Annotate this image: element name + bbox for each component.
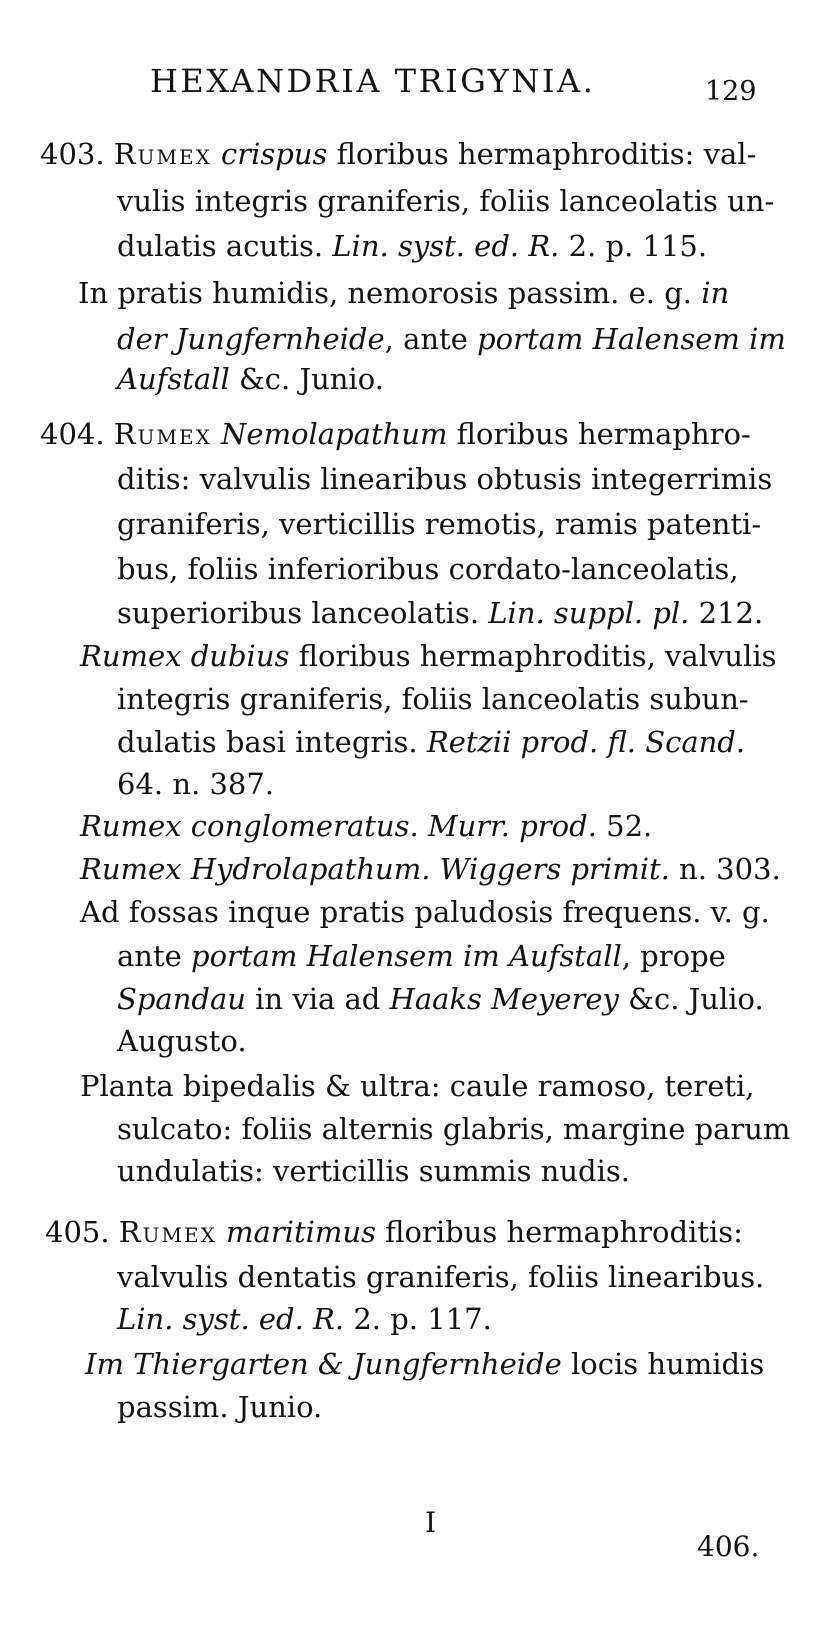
synonym-line: 64. n. 387. <box>117 767 275 801</box>
habitat-line: passim. Junio. <box>117 1390 323 1424</box>
entry-line: bus, foliis inferioribus cordato-lanceolatis, <box>117 552 739 586</box>
species-name: maritimus <box>226 1215 376 1249</box>
habitat-text: , ante <box>384 322 478 356</box>
synonym-line <box>80 852 781 886</box>
entry-text: floribus hermaphro- <box>447 417 751 451</box>
genus-name: Rumex <box>118 1215 217 1249</box>
habitat-text: , prope <box>621 939 726 973</box>
locality: der Jungfernheide <box>117 322 385 356</box>
running-head: HEXANDRIA TRIGYNIA. <box>150 62 596 100</box>
reference: Lin. suppl. pl. <box>488 596 690 630</box>
synonym-line: integris graniferis, foliis lanceolatis subun- <box>117 682 749 716</box>
entry-line <box>117 229 708 263</box>
catchword: 406. <box>697 1530 760 1563</box>
genus-name: Rumex <box>113 417 212 451</box>
synonym-name: Rumex conglomeratus. Murr. prod. <box>80 809 597 843</box>
description-line: sulcato: foliis alternis glabris, margine parum <box>117 1112 791 1146</box>
habitat-text: ante <box>117 939 192 973</box>
synonym-line <box>117 725 746 759</box>
entry-text: 2. p. 115. <box>559 229 708 263</box>
synonym-name: Rumex dubius <box>80 639 290 673</box>
habitat-text: &c. Junio. <box>229 362 384 396</box>
habitat-line: Augusto. <box>117 1024 247 1058</box>
entry-line: ditis: valvulis linearibus obtusis integerrimis <box>117 462 773 496</box>
synonym-line <box>80 809 653 843</box>
entry-number: 404. <box>40 417 105 451</box>
entry-text: superioribus lanceolatis. <box>117 596 489 630</box>
locality: portam Halensem im Aufstall <box>191 939 622 973</box>
entry-text: floribus hermaphroditis: <box>375 1215 743 1249</box>
habitat-text: In pratis humidis, nemorosis passim. e. g. <box>78 276 702 310</box>
description-line: Planta bipedalis & ultra: caule ramoso, tereti, <box>80 1069 755 1103</box>
entry-line <box>117 1302 492 1336</box>
signature-mark: I <box>425 1506 437 1539</box>
species-name: crispus <box>221 137 328 171</box>
entry-text: floribus hermaphroditis: val- <box>327 137 757 171</box>
entry-text: dulatis acutis. <box>117 229 333 263</box>
entry-line: valvulis dentatis graniferis, foliis linearibus. <box>117 1260 765 1294</box>
reference: Retzii prod. fl. Scand. <box>426 725 746 759</box>
synonym-name: Rumex Hydrolapathum. Wiggers primit. <box>80 852 670 886</box>
habitat-line <box>117 322 786 356</box>
entry-text: 2. p. 117. <box>344 1302 492 1336</box>
locality: Aufstall <box>117 362 230 396</box>
locality: portam Halensem im <box>477 322 786 356</box>
synonym-line <box>80 639 777 673</box>
synonym-text: 52. <box>596 809 653 843</box>
locality: in <box>701 276 730 310</box>
habitat-line <box>117 939 726 973</box>
locality: Spandau <box>117 982 246 1016</box>
habitat-line: Ad fossas inque pratis paludosis frequens. v. g. <box>80 895 770 929</box>
entry-line: vulis integris graniferis, foliis lanceolatis un- <box>117 184 775 218</box>
habitat-line <box>78 276 730 310</box>
description-line: undulatis: verticillis summis nudis. <box>117 1154 630 1188</box>
locality: Haaks Meyerey <box>389 982 619 1016</box>
entry-line: graniferis, verticillis remotis, ramis patenti- <box>117 507 762 541</box>
habitat-text: &c. Julio. <box>618 982 764 1016</box>
entry-number: 405. <box>45 1215 110 1249</box>
locality: Im Thiergarten & Jungfernheide <box>85 1347 562 1381</box>
reference: Lin. syst. ed. R. <box>332 229 560 263</box>
reference: Lin. syst. ed. R. <box>117 1302 345 1336</box>
genus-name: Rumex <box>113 137 212 171</box>
entry-line <box>40 417 751 451</box>
page-number: 129 <box>705 76 757 107</box>
species-name: Nemolapathum <box>221 417 448 451</box>
habitat-line <box>117 982 764 1016</box>
habitat-text: in via ad <box>245 982 390 1016</box>
habitat-line <box>117 362 384 396</box>
entry-number: 403. <box>40 137 105 171</box>
synonym-text: floribus hermaphroditis, valvulis <box>289 639 777 673</box>
entry-line <box>117 596 764 630</box>
entry-text: 212. <box>689 596 764 630</box>
entry-line <box>45 1215 743 1249</box>
entry-line <box>40 137 757 171</box>
habitat-text: locis humidis <box>561 1347 765 1381</box>
synonym-text: dulatis basi integris. <box>117 725 427 759</box>
habitat-line <box>85 1347 765 1381</box>
synonym-text: n. 303. <box>669 852 781 886</box>
